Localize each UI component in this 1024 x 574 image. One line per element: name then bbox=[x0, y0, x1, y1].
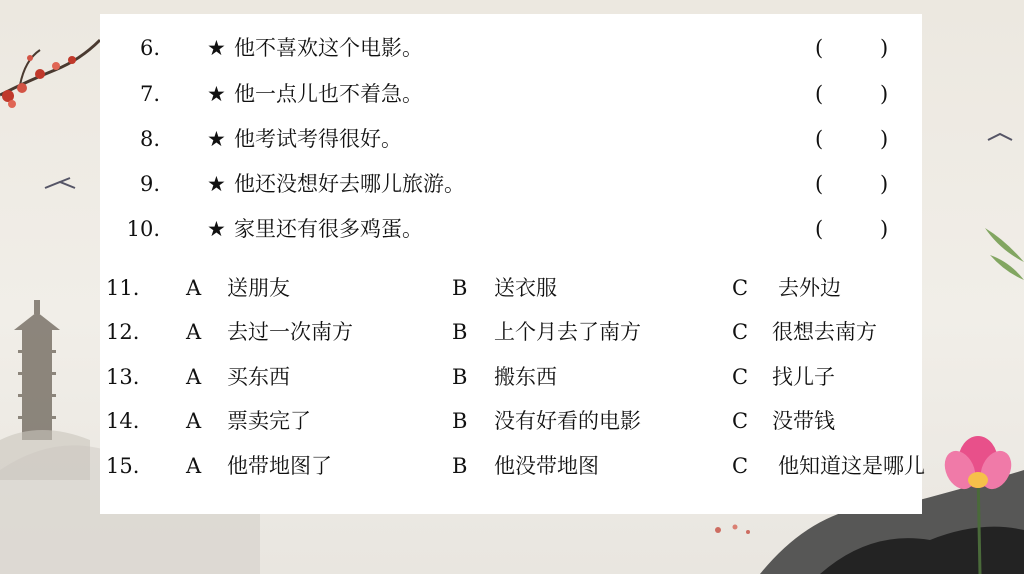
question-number: 13. bbox=[106, 365, 140, 389]
star-icon: ★ bbox=[207, 127, 226, 151]
choice-item bbox=[100, 446, 925, 486]
statement-text: 他不喜欢这个电影。 bbox=[234, 36, 423, 60]
option-c-text[interactable]: 很想去南方 bbox=[772, 320, 877, 344]
judgment-item bbox=[100, 164, 922, 204]
option-b-text[interactable]: 上个月去了南方 bbox=[494, 320, 641, 344]
question-card bbox=[100, 14, 925, 514]
option-b-letter[interactable]: B bbox=[452, 276, 468, 300]
option-b-text[interactable]: 搬东西 bbox=[494, 365, 557, 389]
option-b-letter[interactable]: B bbox=[452, 320, 468, 344]
option-b-letter[interactable]: B bbox=[452, 365, 468, 389]
option-c-letter[interactable]: C bbox=[732, 409, 749, 433]
pagoda-icon bbox=[14, 300, 60, 440]
choice-item bbox=[100, 268, 922, 308]
answer-paren-close[interactable]: ) bbox=[880, 127, 889, 151]
star-icon: ★ bbox=[207, 172, 226, 196]
statement-text: 他一点儿也不着急。 bbox=[234, 82, 423, 106]
option-a-letter[interactable]: A bbox=[186, 320, 202, 344]
option-a-text[interactable]: 送朋友 bbox=[227, 276, 290, 300]
option-c-text[interactable]: 他知道这是哪儿 bbox=[778, 454, 925, 478]
option-c-letter[interactable]: C bbox=[732, 365, 749, 389]
star-icon: ★ bbox=[207, 217, 226, 241]
choice-item bbox=[100, 401, 922, 441]
option-a-text[interactable]: 票卖完了 bbox=[227, 409, 311, 433]
question-number: 6. bbox=[139, 36, 160, 60]
option-c-text[interactable]: 没带钱 bbox=[772, 409, 835, 433]
option-c-text[interactable]: 找儿子 bbox=[772, 365, 835, 389]
option-b-text[interactable]: 送衣服 bbox=[494, 276, 557, 300]
option-b-text[interactable]: 没有好看的电影 bbox=[494, 409, 641, 433]
option-b-text[interactable]: 他没带地图 bbox=[494, 454, 599, 478]
option-a-letter[interactable]: A bbox=[186, 409, 202, 433]
judgment-item bbox=[100, 74, 922, 114]
answer-paren-close[interactable]: ) bbox=[880, 82, 889, 106]
choice-item bbox=[100, 357, 922, 397]
question-number: 10. bbox=[126, 217, 160, 241]
question-number: 7. bbox=[139, 82, 160, 106]
bird-icon bbox=[45, 178, 75, 188]
answer-paren-open[interactable]: ( bbox=[815, 127, 824, 151]
star-icon: ★ bbox=[207, 36, 226, 60]
option-a-letter[interactable]: A bbox=[186, 454, 202, 478]
option-a-letter[interactable]: A bbox=[186, 276, 202, 300]
plum-branch-icon bbox=[0, 40, 100, 108]
option-a-letter[interactable]: A bbox=[186, 365, 202, 389]
answer-paren-close[interactable]: ) bbox=[880, 172, 889, 196]
option-c-letter[interactable]: C bbox=[732, 276, 749, 300]
statement-text: 他考试考得很好。 bbox=[234, 127, 402, 151]
star-icon: ★ bbox=[207, 82, 226, 106]
option-b-letter[interactable]: B bbox=[452, 409, 468, 433]
choice-item bbox=[100, 312, 922, 352]
judgment-item bbox=[100, 119, 922, 159]
option-b-letter[interactable]: B bbox=[452, 454, 468, 478]
answer-paren-open[interactable]: ( bbox=[815, 217, 824, 241]
option-a-text[interactable]: 去过一次南方 bbox=[227, 320, 353, 344]
judgment-item bbox=[100, 209, 922, 249]
answer-paren-close[interactable]: ) bbox=[880, 217, 889, 241]
question-number: 14. bbox=[106, 409, 140, 433]
option-a-text[interactable]: 他带地图了 bbox=[227, 454, 332, 478]
option-c-text[interactable]: 去外边 bbox=[778, 276, 841, 300]
answer-paren-close[interactable]: ) bbox=[880, 36, 889, 60]
question-number: 12. bbox=[106, 320, 140, 344]
question-number: 11. bbox=[106, 276, 140, 300]
answer-paren-open[interactable]: ( bbox=[815, 36, 824, 60]
statement-text: 家里还有很多鸡蛋。 bbox=[234, 217, 423, 241]
question-number: 9. bbox=[139, 172, 160, 196]
question-number: 15. bbox=[106, 454, 140, 478]
bamboo-leaf-icon bbox=[985, 228, 1024, 280]
option-c-letter[interactable]: C bbox=[732, 320, 749, 344]
answer-paren-open[interactable]: ( bbox=[815, 172, 824, 196]
question-number: 8. bbox=[139, 127, 160, 151]
answer-paren-open[interactable]: ( bbox=[815, 82, 824, 106]
option-a-text[interactable]: 买东西 bbox=[227, 365, 290, 389]
judgment-item bbox=[100, 28, 922, 68]
option-c-letter[interactable]: C bbox=[732, 454, 749, 478]
statement-text: 他还没想好去哪儿旅游。 bbox=[234, 172, 465, 196]
